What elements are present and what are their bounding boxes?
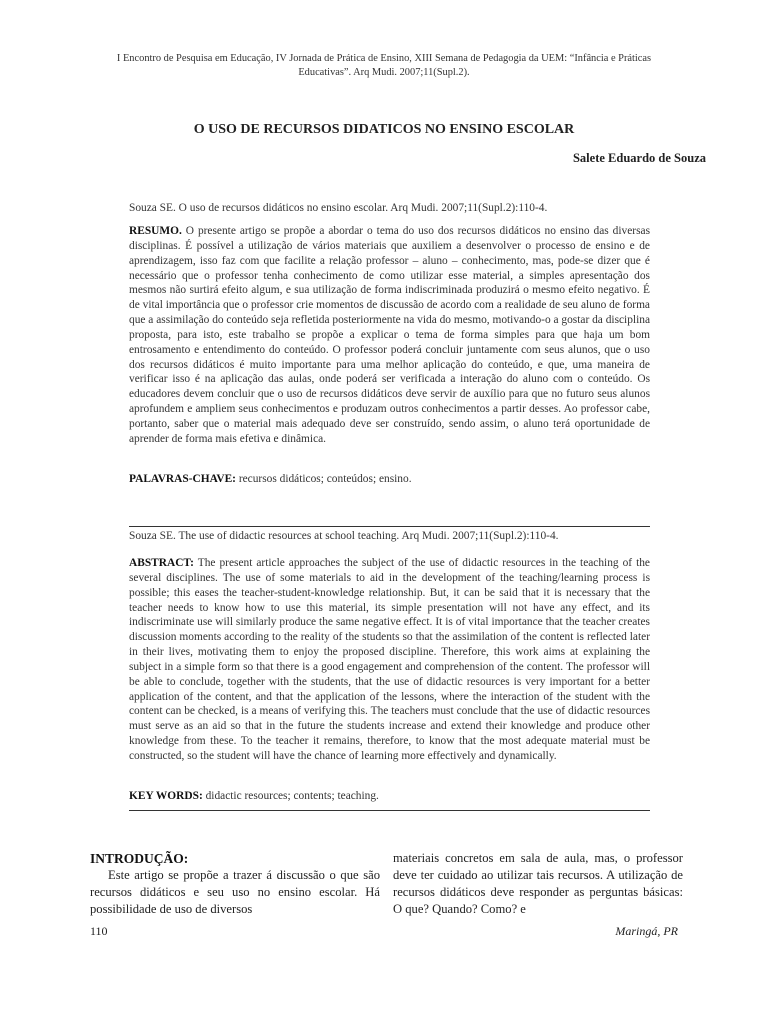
footer-location: Maringá, PR [615,924,678,938]
citation-english: Souza SE. The use of didactic resources at school teaching. Arq Mudi. 2007;11(Supl.2):110-4. [129,530,559,542]
abstract-label: ABSTRACT: [129,557,194,569]
keywords-en-label: KEY WORDS: [129,790,203,802]
keywords-english [129,789,650,804]
journal-header-line-1: I Encontro de Pesquisa em Educação, IV Jornada de Prática de Ensino, XIII Semana de Pedagogia da UEM: “Infância e Práticas [116,53,652,64]
intro-right-column [393,850,683,918]
page-number: 110 [90,924,108,938]
resumo-paragraph [129,224,650,447]
resumo-text: O presente artigo se propõe a abordar o tema do uso dos recursos didáticos no ensino das diversas disciplinas. É possível a utilização de vários materiais que auxiliem a desenvolver o processo de ensino e de aprendizagem, isso faz com que facilite a relação professor – aluno – conhecimento, mas, pode-se dizer que é necessário que o professor tenha conhecimento de como utilizar esse material, a simples apresentação dos mesmos não surtirá efeito algum, e sua utilização de forma indiscriminada produzirá o mesmo efeito negativo. É de vital importância que o professor crie momentos de discussão de acordo com a realidade de seu aluno de forma que a assimilação do conteúdo seja refletida posteriormente na vida do mesmo, motivando-o a gostar da disciplina proposta, para isto, este trabalho se propõe a explicar o tema de forma simples para que haja um bom entrosamento e entendimento do conteúdo. O professor poderá concluir juntamente com seus alunos, que o uso dos recursos didáticos é muito importante para uma melhor aplicação do conteúdo, e que, uma maneira de verificar isso é na aplicação das aulas, onde poderá ser verificada a interação do aluno com o conteúdo. Os educadores devem concluir que o uso de recursos didáticos deve servir de auxílio para que no futuro seus alunos aprofundem e ampliem seus conhecimentos e produzam outros conhecimentos a partir desses. Ao professor cabe, portanto, saber que o material mais adequado deve ser construído, sendo assim, o aluno terá oportunidade de aprender de forma mais efetiva e dinâmica. [129,225,650,445]
intro-right-text: materiais concretos em sala de aula, mas, o professor deve ter cuidado ao utilizar tais recursos. A utilização de recursos didáticos deve responder as perguntas básicas: O que? Quando? Como? e [393,851,683,916]
journal-header [60,52,708,80]
abstract-text: The present article approaches the subject of the use of didactic resources in the teaching of the several disciplines. The use of some materials to aid in the development of the teaching/learning process is possible; this eases the teacher-student-knowledge relationship. But, it can be said that it is necessary that the teacher needs to know how to use this material, its simple presentation will not have any effect, and its indiscriminate use will similarly produce the same negative effect. It is of vital importance that the teacher creates discussion moments according to the reality of the students so that the assimilation of the content is reflected later in their lives, motivating them to enjoy the proposed discipline. Therefore, this work aims at explaining the subject in a simple form so that there is a good engagement and comprehension of the content. The professor will be able to conclude, together with the students, that the use of didactic resources is very important for a better application of the content, and that the application of the lessons, where the interaction of the student with the content can be checked, is a means of verifying this. The teachers must conclude that the use of didactic resources must serve as an aid so that in the future the students increase and extend their knowledge and produce other knowledge from these. To the teacher it remains, therefore, to know that the most adequate material must be constructed, so the student will have the chance of learning more effectively and dynamically. [129,557,650,762]
keywords-portuguese [129,472,650,487]
resumo-label: RESUMO. [129,225,182,237]
keywords-pt-label: PALAVRAS-CHAVE: [129,473,236,485]
intro-left-text: Este artigo se propõe a trazer á discussão o que são recursos didáticos e seu uso no ensino escolar. Há possibilidade de uso de diversos [90,868,380,916]
intro-heading: INTRODUÇÃO: [90,851,189,866]
divider-bottom [129,810,650,811]
journal-header-line-2: Educativas”. Arq Mudi. 2007;11(Supl.2). [298,67,470,78]
article-title: O USO DE RECURSOS DIDATICOS NO ENSINO ESCOLAR [193,122,575,137]
divider-top [129,526,650,527]
keywords-pt-text: recursos didáticos; conteúdos; ensino. [235,473,412,485]
abstract-paragraph [129,556,650,764]
intro-left-column [90,850,380,918]
citation-portuguese: Souza SE. O uso de recursos didáticos no ensino escolar. Arq Mudi. 2007;11(Supl.2):110-4. [129,202,548,214]
article-author: Salete Eduardo de Souza [572,151,706,165]
keywords-en-text: didactic resources; contents; teaching. [202,790,379,802]
